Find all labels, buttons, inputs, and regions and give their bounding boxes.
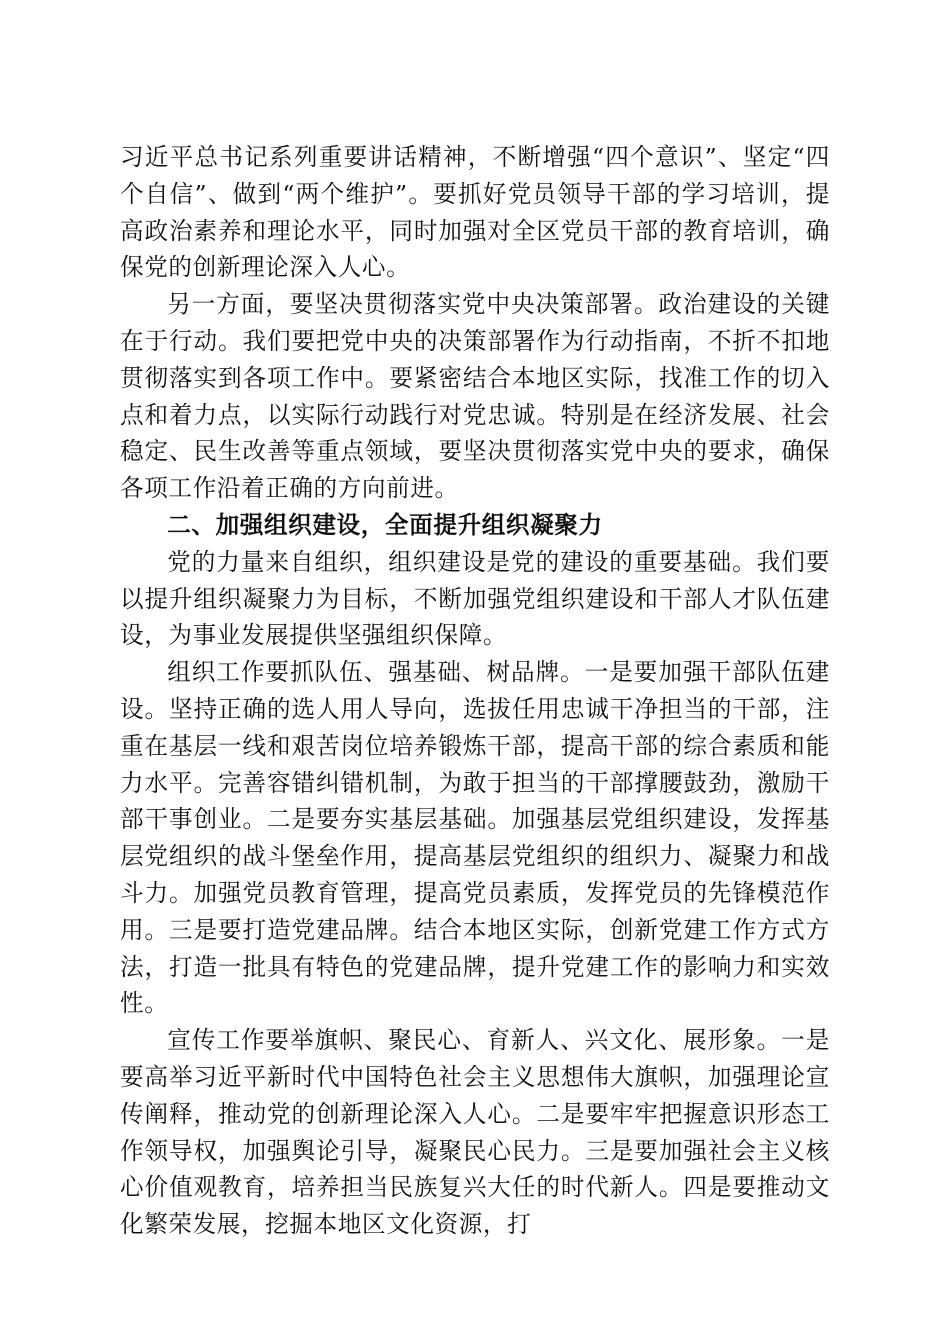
paragraph-continued-study: 习近平总书记系列重要讲话精神，不断增强“四个意识”、坚定“四个自信”、做到“两个维护”。要抓好党员领导干部的学习培训，提高政治素养和理论水平，同时加强对全区党员干部的教育培训，确保党的创新理论深入人心。 xyxy=(120,143,830,282)
paragraph-implement-decisions: 另一方面，要坚决贯彻落实党中央决策部署。政治建设的关键在于行动。我们要把党中央的决策部署作为行动指南，不折不扣地贯彻落实到各项工作中。要紧密结合本地区实际，找准工作的切入点和着力点，以实际行动践行对党忠诚。特别是在经济发展、社会稳定、民生改善等重点领域，要坚决贯彻落实党中央的要求，确保各项工作沿着正确的方向前进。 xyxy=(120,290,830,503)
paragraph-publicity-work: 宣传工作要举旗帜、聚民心、育新人、兴文化、展形象。一是要高举习近平新时代中国特色社会主义思想伟大旗帜，加强理论宣传阐释，推动党的创新理论深入人心。二是要牢牢把握意识形态工作领导权，加强舆论引导，凝聚民心民力。三是要加强社会主义核心价值观教育，培养担当民族复兴大任的时代新人。四是要推动文化繁荣发展，挖掘本地区文化资源，打 xyxy=(120,1026,830,1239)
document-body xyxy=(120,139,830,1243)
paragraph-organization-work: 组织工作要抓队伍、强基础、树品牌。一是要加强干部队伍建设。坚持正确的选人用人导向，选拔任用忠诚干净担当的干部，注重在基层一线和艰苦岗位培养锻炼干部，提高干部的综合素质和能力水平。完善容错纠错机制，为敢于担当的干部撑腰鼓劲，激励干部干事创业。二是要夯实基层基础。加强基层党组织建设，发挥基层党组织的战斗堡垒作用，提高基层党组织的组织力、凝聚力和战斗力。加强党员教育管理，提高党员素质，发挥党员的先锋模范作用。三是要打造党建品牌。结合本地区实际，创新党建工作方式方法，打造一批具有特色的党建品牌，提升党建工作的影响力和实效性。 xyxy=(120,658,830,1018)
section-heading-organization: 二、加强组织建设，全面提升组织凝聚力 xyxy=(167,510,603,539)
paragraph-organization-foundation: 党的力量来自组织，组织建设是党的建设的重要基础。我们要以提升组织凝聚力为目标，不断加强党组织建设和干部人才队伍建设，为事业发展提供坚强组织保障。 xyxy=(120,547,830,650)
